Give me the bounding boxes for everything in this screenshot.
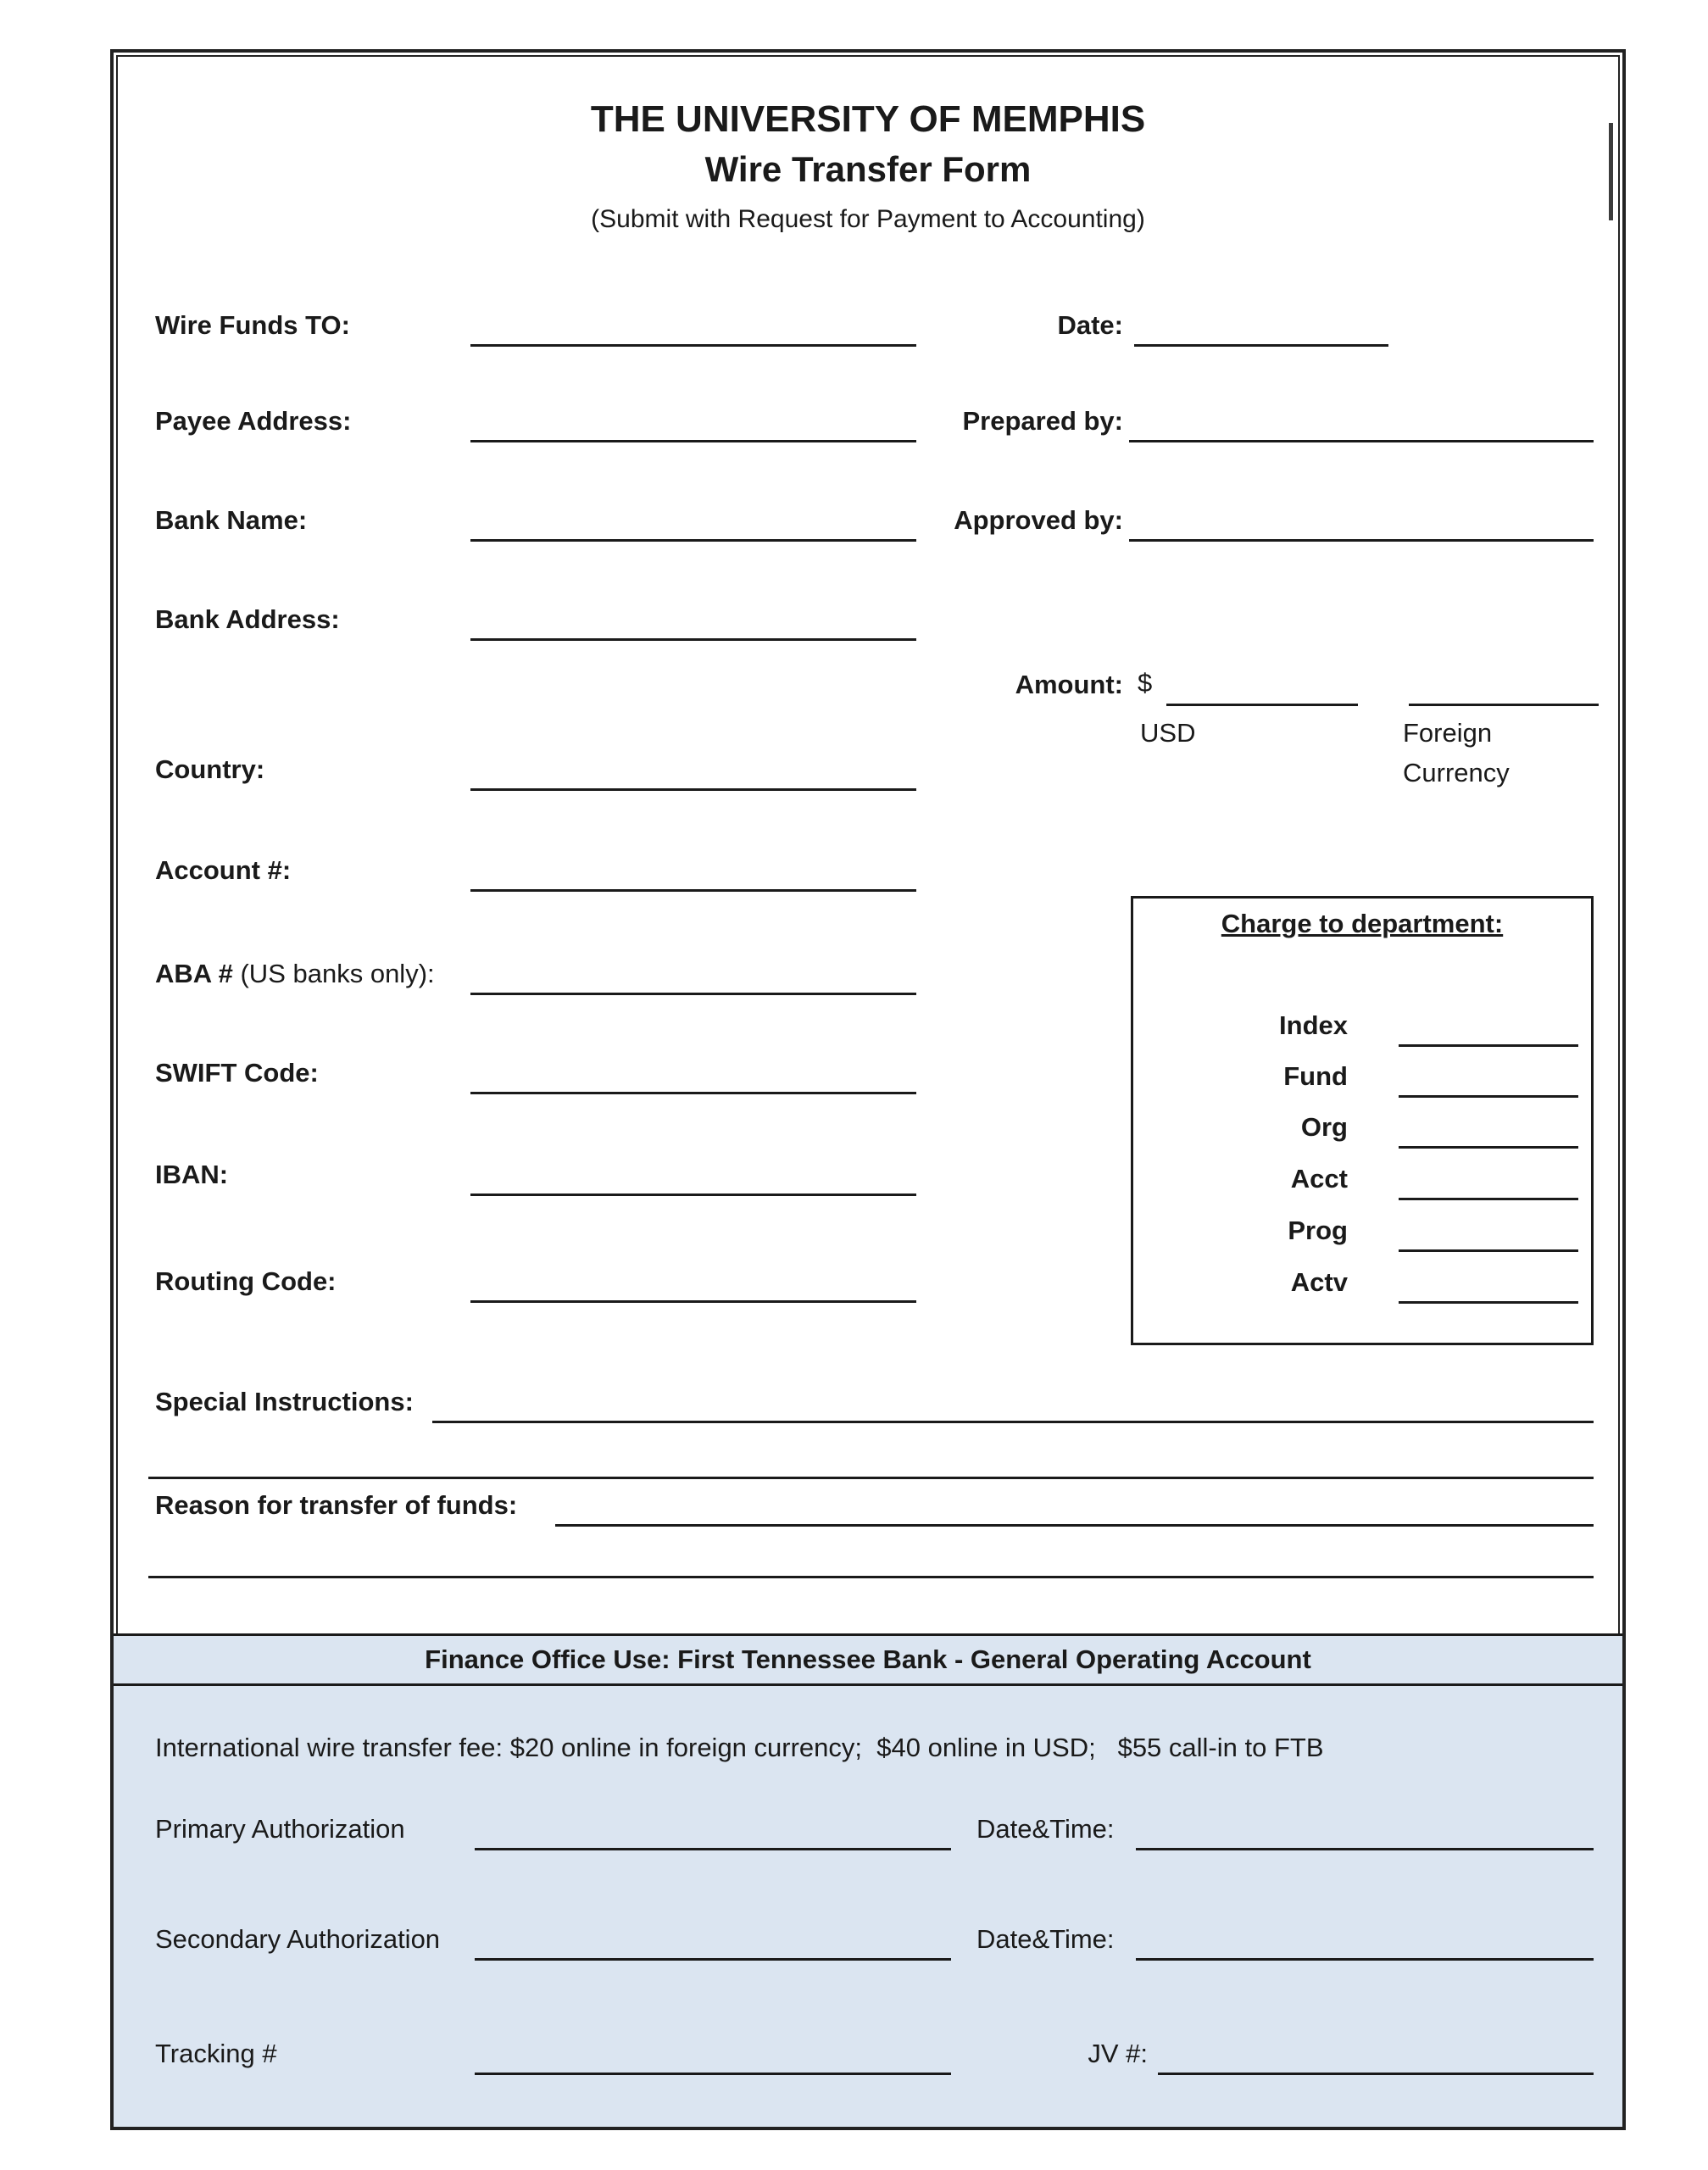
charge-to-department-title: Charge to department: — [1221, 909, 1504, 938]
aba-number-label-note: (US banks only): — [232, 959, 435, 988]
tracking-number-label: Tracking # — [155, 2039, 277, 2068]
jv-number-label: JV #: — [1088, 2039, 1148, 2068]
wire-fee-note: International wire transfer fee: $20 online in foreign currency; $40 online in USD; $55 call-in to FTB — [155, 1733, 1324, 1762]
reason-for-transfer-label: Reason for transfer of funds: — [155, 1490, 518, 1520]
prepared-by-input[interactable] — [1129, 440, 1594, 442]
special-instructions-label: Special Instructions: — [155, 1387, 414, 1416]
charge-index-label: Index — [1279, 1010, 1348, 1040]
secondary-datetime-label: Date&Time: — [976, 1924, 1115, 1954]
finance-office-section — [114, 1633, 1622, 2127]
date-label: Date: — [1057, 310, 1123, 340]
university-title: THE UNIVERSITY OF MEMPHIS — [590, 98, 1146, 140]
charge-actv-label: Actv — [1290, 1267, 1348, 1297]
bank-address-label: Bank Address: — [155, 604, 340, 634]
prepared-by-label: Prepared by: — [962, 406, 1123, 436]
approved-by-label: Approved by: — [954, 505, 1123, 535]
secondary-datetime-input[interactable] — [1136, 1958, 1594, 1961]
date-input[interactable] — [1134, 344, 1388, 347]
aba-number-input[interactable] — [470, 993, 916, 995]
primary-authorization-input[interactable] — [475, 1848, 951, 1850]
usd-caption: USD — [1140, 718, 1196, 748]
form-subtitle: (Submit with Request for Payment to Accounting) — [591, 205, 1145, 233]
routing-code-input[interactable] — [470, 1300, 916, 1303]
special-instructions-line2-input[interactable] — [148, 1477, 1594, 1479]
iban-label: IBAN: — [155, 1160, 229, 1189]
charge-fund-label: Fund — [1283, 1061, 1348, 1091]
charge-actv-input[interactable] — [1399, 1301, 1578, 1304]
swift-code-label: SWIFT Code: — [155, 1058, 319, 1088]
secondary-authorization-label: Secondary Authorization — [155, 1924, 441, 1954]
charge-org-input[interactable] — [1399, 1146, 1578, 1149]
account-number-label: Account #: — [155, 855, 292, 885]
secondary-authorization-input[interactable] — [475, 1958, 951, 1961]
approved-by-input[interactable] — [1129, 539, 1594, 542]
amount-usd-input[interactable] — [1166, 704, 1358, 706]
bank-name-label: Bank Name: — [155, 505, 308, 535]
account-number-input[interactable] — [470, 889, 916, 892]
aba-number-label-bold: ABA # — [155, 959, 233, 988]
routing-code-label: Routing Code: — [155, 1266, 337, 1296]
wire-funds-to-input[interactable] — [470, 344, 916, 347]
charge-prog-input[interactable] — [1399, 1249, 1578, 1252]
reason-line2-input[interactable] — [148, 1576, 1594, 1578]
charge-fund-input[interactable] — [1399, 1095, 1578, 1098]
iban-input[interactable] — [470, 1194, 916, 1196]
amount-label: Amount: — [1015, 670, 1123, 699]
foreign-caption-line2: Currency — [1403, 758, 1510, 787]
aba-number-label — [155, 958, 435, 990]
tracking-number-input[interactable] — [475, 2073, 951, 2075]
primary-datetime-input[interactable] — [1136, 1848, 1594, 1850]
charge-acct-input[interactable] — [1399, 1198, 1578, 1200]
primary-datetime-label: Date&Time: — [976, 1814, 1115, 1844]
form-title: Wire Transfer Form — [704, 149, 1032, 189]
bank-address-input[interactable] — [470, 638, 916, 641]
country-label: Country: — [155, 754, 265, 784]
finance-office-header: Finance Office Use: First Tennessee Bank - General Operating Account — [114, 1633, 1622, 1686]
country-input[interactable] — [470, 788, 916, 791]
wire-funds-to-label: Wire Funds TO: — [155, 310, 350, 340]
charge-org-label: Org — [1300, 1112, 1348, 1142]
foreign-caption-line1: Foreign — [1403, 718, 1493, 748]
dollar-sign: $ — [1138, 668, 1153, 698]
charge-acct-label: Acct — [1290, 1164, 1348, 1194]
amount-foreign-input[interactable] — [1409, 704, 1599, 706]
reason-for-transfer-input[interactable] — [555, 1524, 1594, 1527]
special-instructions-input[interactable] — [432, 1421, 1594, 1423]
payee-address-label: Payee Address: — [155, 406, 352, 436]
payee-address-input[interactable] — [470, 440, 916, 442]
jv-number-input[interactable] — [1158, 2073, 1594, 2075]
swift-code-input[interactable] — [470, 1092, 916, 1094]
primary-authorization-label: Primary Authorization — [155, 1814, 405, 1844]
charge-prog-label: Prog — [1288, 1216, 1348, 1245]
charge-index-input[interactable] — [1399, 1044, 1578, 1047]
bank-name-input[interactable] — [470, 539, 916, 542]
